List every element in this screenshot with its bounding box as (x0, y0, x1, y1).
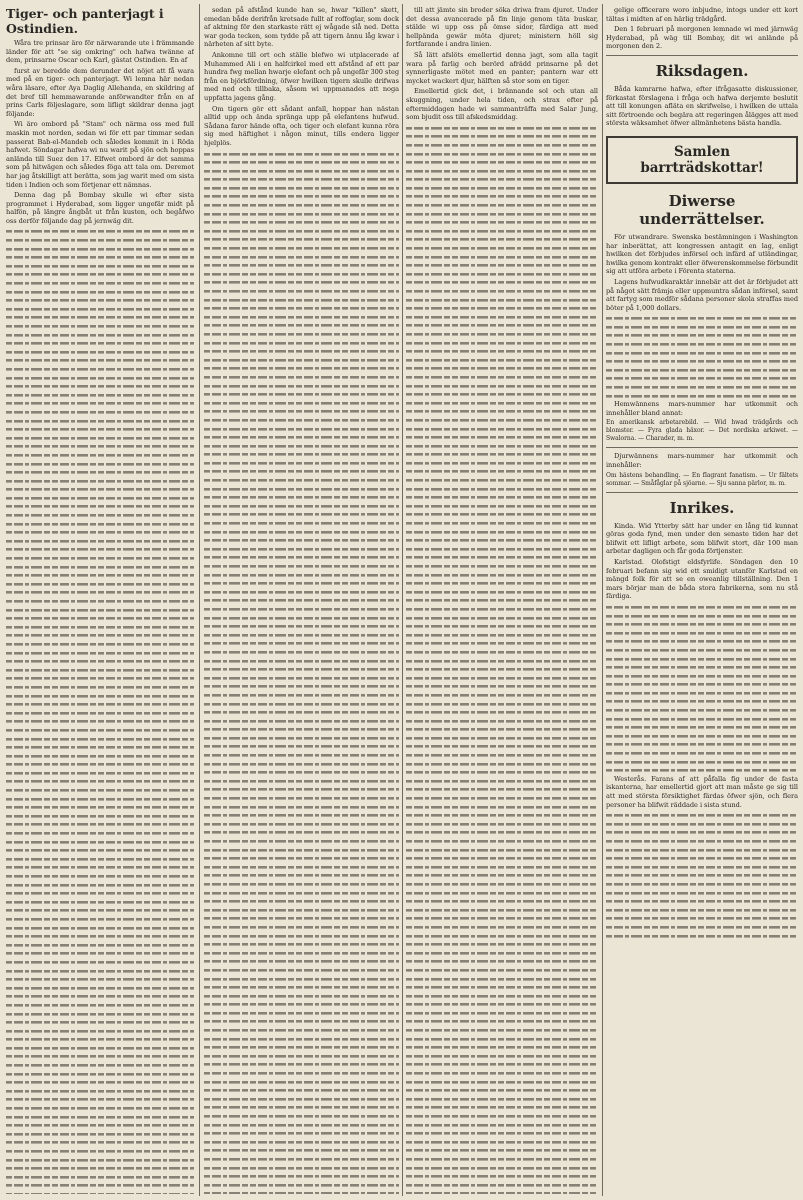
section-divider (606, 447, 798, 448)
column-text-body (606, 314, 798, 400)
article-paragraph: Denna dag på Bombay skulle wi efter sista programmet i Hyderabad, som ligger ungefär midt på halfön, på längre ångbåt ut från kusten, och begåfwo oss derför följande dag på jernwäg dit. (6, 191, 194, 225)
column-2 (204, 6, 399, 1194)
column-1 (6, 6, 194, 1194)
section-divider (606, 492, 798, 493)
section-heading-diwerse: Diwerse underrättelser. (639, 191, 765, 228)
section-divider (606, 55, 798, 56)
section-heading-inrikes: Inrikes. (669, 498, 735, 517)
article-paragraph: Om tigern gör ett sådant anfall, hoppar han nästan alltid upp och ända spränga upp på elefantens hufwud. Sådana faror hände ofta, och tiger och elefant kunna röra sig med häftighet i någon minut, tills endera ligger hjelplös. (204, 104, 399, 147)
column-text-body (204, 150, 399, 1195)
article-paragraph: till att jämte sin broder söka driwa fram djuret. Under det dessa avancerade på fin linje genom täta buskar, stälde wi upp oss på ömse sidor, färdiga att med hellpända gewär möta djuret; ministern höll sig fortfarande i andra linien. (406, 6, 598, 49)
column-rule (199, 4, 200, 1196)
article-paragraph: Emellertid gick det, i brännande sol och utan all skuggning, under hela tiden, och strax efter på eftermiddagen hade wi sammanträffa med Salar Jung, som bjudit oss till afskedsmiddag. (406, 87, 598, 122)
notice-list: Om hästens behandling. — En flagrant fanatism. — Ur fältets sommar. — Småfåglar på sjöarne. — Sju sanna pärlor, m. m. (606, 471, 798, 487)
article-paragraph: Den 1 februari på morgonen lemnade wi med järnwäg Hyderabad, på wäg till Bombay, dit wi anlände på morgonen den 2. (606, 25, 798, 51)
article-paragraph: För utwandrare. Swenska bestämningen i Washington har inberättat, att kongressen antagit en lag, enligt hwilken det förbjudes införsel och infärd af utländingar, hwilka genom kontrakt eller öfwerenskommelse förbundit sig att utföra arbete i Förenta staterna. (606, 232, 798, 276)
article-paragraph: Båda kamrarne hafwa, efter ifrågasatte diskussioner, förkastat förslagena i fråga och hafwa derjemte beslutit att till konungen afläta en skrifwelse, i hwilken de uttala sitt förtroende och begära att regeringen ålägges att med största wäksamhet öfwer allmänhetens bästa handla. (606, 84, 798, 128)
article-paragraph: Westerås. Farans af att påfalla fig under de fasta iskanterna, har emellertid gjort att man måste ge sig till att med största försiktighet färdas öfwer sjön, och flera personer ha blifwit räddade i sista stund. (606, 774, 798, 809)
section-heading-riksdagen: Riksdagen. (655, 61, 749, 80)
article-paragraph: Wi äro ombord på "Stam" och närma oss med full maskin mot norden, sedan wi för ett par timmar sedan passerat Bab-el-Mandeb och således kommit in i Röda hafwet. Söndagar hafwa wi nu warit på sjön och hoppas anlända till Suez den 17. Elfwet ombord är det samma som på hitwägen och således föga att tala om. Deremot har jag åtskilligt att berätta, som jag warit med om sista tiden i Indien och som förtjenar ett nämnas. (6, 120, 194, 189)
article-paragraph: Karlstad. Olofstigt eldsfyrlife. Söndagen den 10 februari befann sig wid ett smidigt utanför Karlstad en mängd folk för att se en oweanlig tillställning. Den 1 mars börjar man de båda stora fabrikerna, som nu stå färdiga. (606, 557, 798, 601)
column-3 (406, 6, 598, 1194)
column-4 (606, 6, 798, 1194)
article-paragraph: sedan på afstånd kunde han se, hwar "killen" skett, emedan både derifrån kretsade fullt af roffoglar, som dock af aktning för den starkaste rätt ej wågade slå ned. Detta war goda tecken, som tydde på att tigern ännu låg kwar i närheten af sitt byte. (204, 6, 399, 49)
column-rule (602, 4, 603, 1196)
column-text-body (6, 227, 194, 1194)
notice-list: En amerikansk arbetarebild. — Wid hwad trädgårds och blomster. — Fyra glada häxor. — Det nordiska arkiwet. — Swalorna. — Charader, m. m. (606, 419, 798, 443)
column-text-body (406, 124, 598, 1194)
article-paragraph: gelige officerare woro inbjudne, intogs under ett kort tältas i midten af en härlig trädgård. (606, 6, 798, 23)
article-paragraph: Så lätt afslöts emellertid denna jagt, som alla tagit wara på farlig och berörd afrädd prinsarne på det synnerligaste mötet med en panter; pantern war ett mycket wackert djur, hälften så stor som en tiger. (406, 50, 598, 85)
article-paragraph: Ankomne till ort och ställe blefwo wi utplacerade af Muhammed Ali i en halfcirkel med ett afstånd af ett par hundra fwg mellan hwarje elefant och på ungefär 300 steg från en björkfördning, öfwer hwilken tigern skulle drifwas med ned och tillbaka, såsom wi uppmanades att noga uppfatta jagens gång. (204, 50, 399, 102)
article-headline: Tiger- och panterjagt i Ostindien. (6, 6, 164, 36)
column-text-body (606, 603, 798, 775)
column-text-body (606, 811, 798, 940)
article-paragraph: furst av beredde dem derunder det nöjet att få wara med på en tiger- och panterjagt. Wi lemna här nedan wåra läsare, efter Aya Daglig Allehanda, en skildring af det bref till hemmawarande anförwandter från en af prins Carls följeslagare, som lifligt skildrar denna jagt följande: (6, 66, 194, 118)
column-rule (402, 4, 403, 1196)
article-paragraph: Kinda. Wid Ytterby sätt har under en lång tid kunnat göras goda fynd, men under den senaste tiden har det blifwit ett lifligt arbete, som blifwit stort, där 100 man arbetar dagligen och får goda förtjenster. (606, 521, 798, 556)
notice-title: Hemwännens mars-nummer har utkommit och innehåller bland annat: (606, 400, 798, 417)
article-intro: Wåra tre prinsar äro för närwarande ute i främmande länder för att "se sig omkring" och hafwa twänne af dem, prinsarne Oscar och Karl, gästat Ostindien. En af (6, 39, 194, 65)
notice-title: Djurwännens mars-nummer har utkommit och innehåller: (606, 452, 798, 469)
banner-box: Samlen barrträdskottar! (606, 136, 798, 184)
article-paragraph: Lagens hufwudkaraktär innebär att det är förbjudet att på något sätt främja eller uppmuntra sådan införsel, samt att fartyg som medför sådana personer skola straffas med böter på 1,000 dollars. (606, 277, 798, 312)
